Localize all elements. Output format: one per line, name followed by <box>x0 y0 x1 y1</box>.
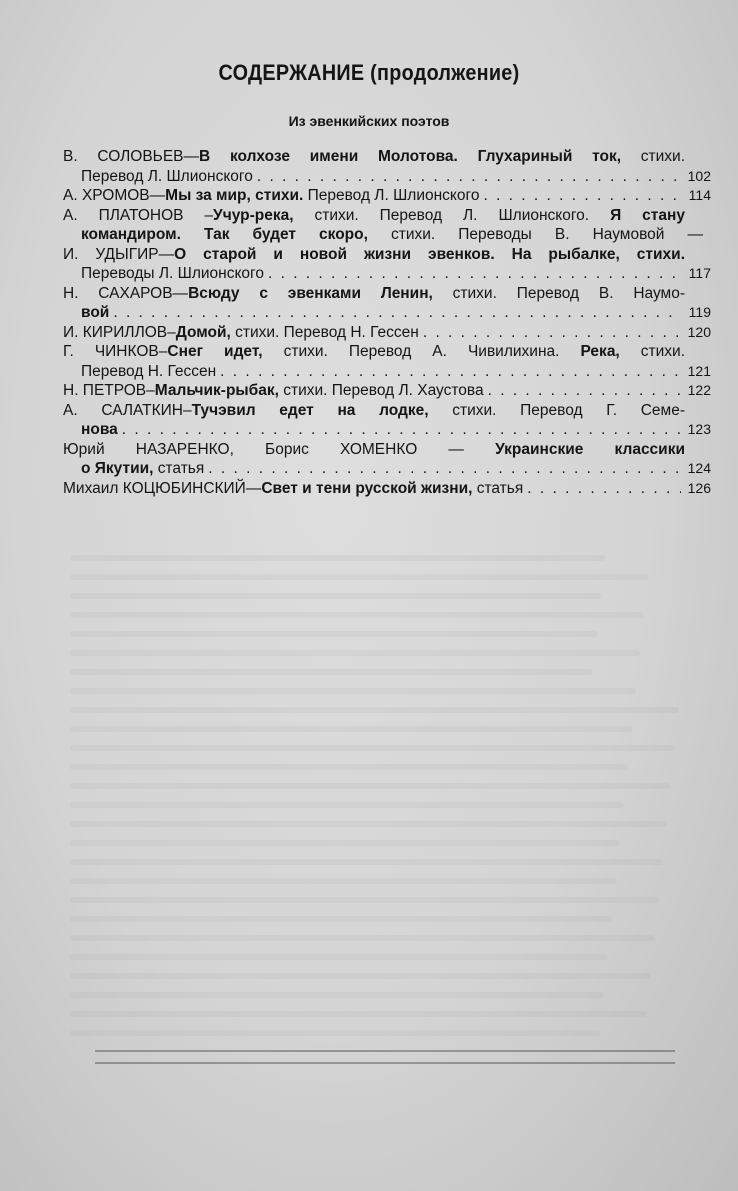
page-number: 122 <box>687 382 711 398</box>
dot-leader <box>113 303 681 323</box>
bleed-through-line <box>70 992 604 998</box>
toc-text: статья <box>472 479 524 497</box>
bleed-through-line <box>70 593 601 599</box>
toc-line <box>63 284 685 304</box>
toc-entry <box>63 147 711 186</box>
toc-line <box>63 459 711 479</box>
toc-work-title: Снег идет, <box>167 343 263 360</box>
toc-text: стихи. Перевод В. Наумо- <box>432 284 685 302</box>
dot-leader <box>208 459 681 479</box>
toc-work-title: Мы за мир, стихи. <box>165 187 304 204</box>
bleed-through-line <box>70 726 632 732</box>
bleed-through-line <box>70 821 667 827</box>
toc-line-text <box>81 303 109 323</box>
toc-line <box>63 206 685 226</box>
toc-entry <box>63 245 711 284</box>
page-number: 124 <box>687 460 711 476</box>
divider <box>95 1062 675 1064</box>
toc-work-title: Река, <box>580 343 620 360</box>
toc-entry <box>63 284 711 323</box>
bleed-through-line <box>70 783 671 789</box>
toc-line <box>63 245 685 265</box>
toc-line-text <box>81 264 264 284</box>
toc-text: стихи. <box>621 148 685 165</box>
toc-line <box>63 186 711 206</box>
toc-author: Н. ПЕТРОВ– <box>63 382 155 399</box>
bleed-through-line <box>70 612 644 618</box>
toc-line-text <box>63 245 685 265</box>
bleed-through-line <box>70 935 655 941</box>
toc-text: стихи. Перевод А. Чивилихина. <box>262 343 581 360</box>
toc-line-text <box>63 147 685 167</box>
toc-line <box>63 167 711 187</box>
bleed-through-line <box>70 878 616 884</box>
toc-work-title: Домой, <box>175 323 231 341</box>
toc-line-text <box>63 479 523 499</box>
bleed-through-line <box>70 897 659 903</box>
toc-text: Перевод Н. Гессен <box>81 362 217 380</box>
toc-work-title: о Якутии, <box>81 460 154 477</box>
bleed-through-line <box>70 954 608 960</box>
toc-line <box>63 362 711 382</box>
page-number: 102 <box>687 167 711 184</box>
toc-author: Г. ЧИНКОВ– <box>63 343 168 360</box>
toc-author: Юрий НАЗАРЕНКО, Борис ХОМЕНКО — <box>63 440 496 458</box>
bleed-through-line <box>70 859 663 865</box>
toc-work-title: Тучэвил едет на лодке, <box>191 401 429 419</box>
toc-line-text <box>81 167 253 187</box>
toc-text: Переводы Л. Шлионского <box>81 265 264 282</box>
toc-work-title: Всюду с эвенками Ленин, <box>188 284 433 302</box>
toc-author: А. ХРОМОВ— <box>63 187 166 204</box>
toc-entry <box>63 323 711 343</box>
toc-line-text <box>63 440 685 460</box>
toc-line <box>63 264 711 284</box>
toc-entry <box>63 342 711 381</box>
toc-work-title: Мальчик-рыбак, <box>154 382 279 399</box>
toc-work-title: командиром. Так будет скоро, <box>81 226 368 243</box>
toc-line <box>63 342 685 362</box>
dot-leader <box>268 264 681 284</box>
toc-work-title: О старой и новой жизни эвенков. На рыбалке, стихи. <box>174 245 685 263</box>
page-number: 119 <box>688 304 711 320</box>
toc-line-text <box>63 206 685 226</box>
toc-line-text <box>63 401 685 421</box>
divider <box>95 1050 675 1052</box>
page-number: 114 <box>688 187 711 203</box>
toc-text: статья <box>153 460 205 477</box>
toc-entry <box>63 186 711 206</box>
dot-leader <box>527 479 681 499</box>
toc-work-title: Украинские классики <box>495 440 685 458</box>
toc-line-text <box>63 342 685 362</box>
toc-work-title: Я стану <box>610 206 685 224</box>
toc-line-text <box>81 459 204 479</box>
toc-author: И. КИРИЛЛОВ– <box>63 323 176 341</box>
toc-entry <box>63 206 711 245</box>
toc-line <box>63 225 703 245</box>
dot-leader <box>220 362 681 382</box>
toc-line <box>63 440 685 460</box>
toc-author: Н. САХАРОВ— <box>63 284 189 302</box>
toc-work-title: Учур-река, <box>213 206 294 224</box>
toc-line <box>63 401 685 421</box>
toc-text: стихи. <box>619 343 685 360</box>
toc-work-title: вой <box>81 304 110 321</box>
bleed-through-line <box>70 745 675 751</box>
toc-line-text <box>81 225 703 245</box>
bleed-through-line <box>70 631 597 637</box>
bleed-through-line <box>70 574 648 580</box>
toc-line <box>63 147 685 167</box>
toc-line <box>63 420 711 440</box>
bleed-through-line <box>70 840 620 846</box>
toc-line-text <box>63 381 484 401</box>
toc-entry <box>63 440 711 479</box>
bleed-through-line <box>70 669 593 675</box>
toc-line-text <box>63 284 685 304</box>
toc-line-text <box>81 420 118 440</box>
toc-text: стихи. Перевод Г. Семе- <box>428 401 685 419</box>
bleed-through-line <box>70 1030 600 1036</box>
toc-text: Перевод Л. Шлионского <box>303 187 480 204</box>
bleed-through-line <box>70 688 636 694</box>
toc-work-title: Свет и тени русской жизни, <box>261 479 473 497</box>
table-of-contents <box>63 147 711 498</box>
bleed-through-line <box>70 650 640 656</box>
page-title: СОДЕРЖАНИЕ (продолжение) <box>218 60 520 85</box>
page-number: 121 <box>687 362 711 379</box>
toc-text: Перевод Л. Шлионского <box>81 167 253 185</box>
dot-leader <box>488 381 681 401</box>
toc-line <box>63 381 711 401</box>
toc-text: стихи. Перевод Л. Шлионского. <box>293 206 611 224</box>
toc-work-title: В колхозе имени Молотова. Глухариный ток, <box>199 148 622 165</box>
toc-line <box>63 303 711 323</box>
dot-leader <box>423 323 681 343</box>
toc-entry <box>63 401 711 440</box>
section-heading: Из эвенкийских поэтов <box>288 113 450 129</box>
bleed-through-line <box>70 973 651 979</box>
toc-author: Михаил КОЦЮБИНСКИЙ— <box>63 479 262 497</box>
toc-line <box>63 323 711 343</box>
bleed-through-line <box>70 802 624 808</box>
page-number: 120 <box>687 323 711 340</box>
toc-author: А. ПЛАТОНОВ – <box>63 206 214 224</box>
toc-entry <box>63 381 711 401</box>
bleed-through-line <box>70 707 679 713</box>
toc-author: А. САЛАТКИН– <box>63 401 192 419</box>
page-number: 117 <box>688 265 711 281</box>
toc-entry <box>63 479 711 499</box>
page-number: 126 <box>687 479 711 496</box>
bleed-through-line <box>70 1011 647 1017</box>
dot-leader <box>257 167 681 187</box>
bleed-through-line <box>70 916 612 922</box>
dot-leader <box>122 420 681 440</box>
bleed-through-line <box>70 555 605 561</box>
toc-line-text <box>81 362 216 382</box>
dot-leader <box>483 186 681 206</box>
bleed-through-line <box>70 764 628 770</box>
toc-text: стихи. Перевод Л. Хаустова <box>278 382 484 399</box>
toc-line <box>63 479 711 499</box>
toc-line-text <box>63 186 479 206</box>
toc-text: стихи. Перевод Н. Гессен <box>230 323 419 341</box>
toc-author: В. СОЛОВЬЕВ— <box>63 148 200 165</box>
toc-line-text <box>63 323 419 343</box>
toc-author: И. УДЫГИР— <box>63 245 175 263</box>
toc-work-title: нова <box>81 421 118 438</box>
page-number: 123 <box>687 421 711 437</box>
toc-text: стихи. Переводы В. Наумовой — <box>367 226 703 243</box>
